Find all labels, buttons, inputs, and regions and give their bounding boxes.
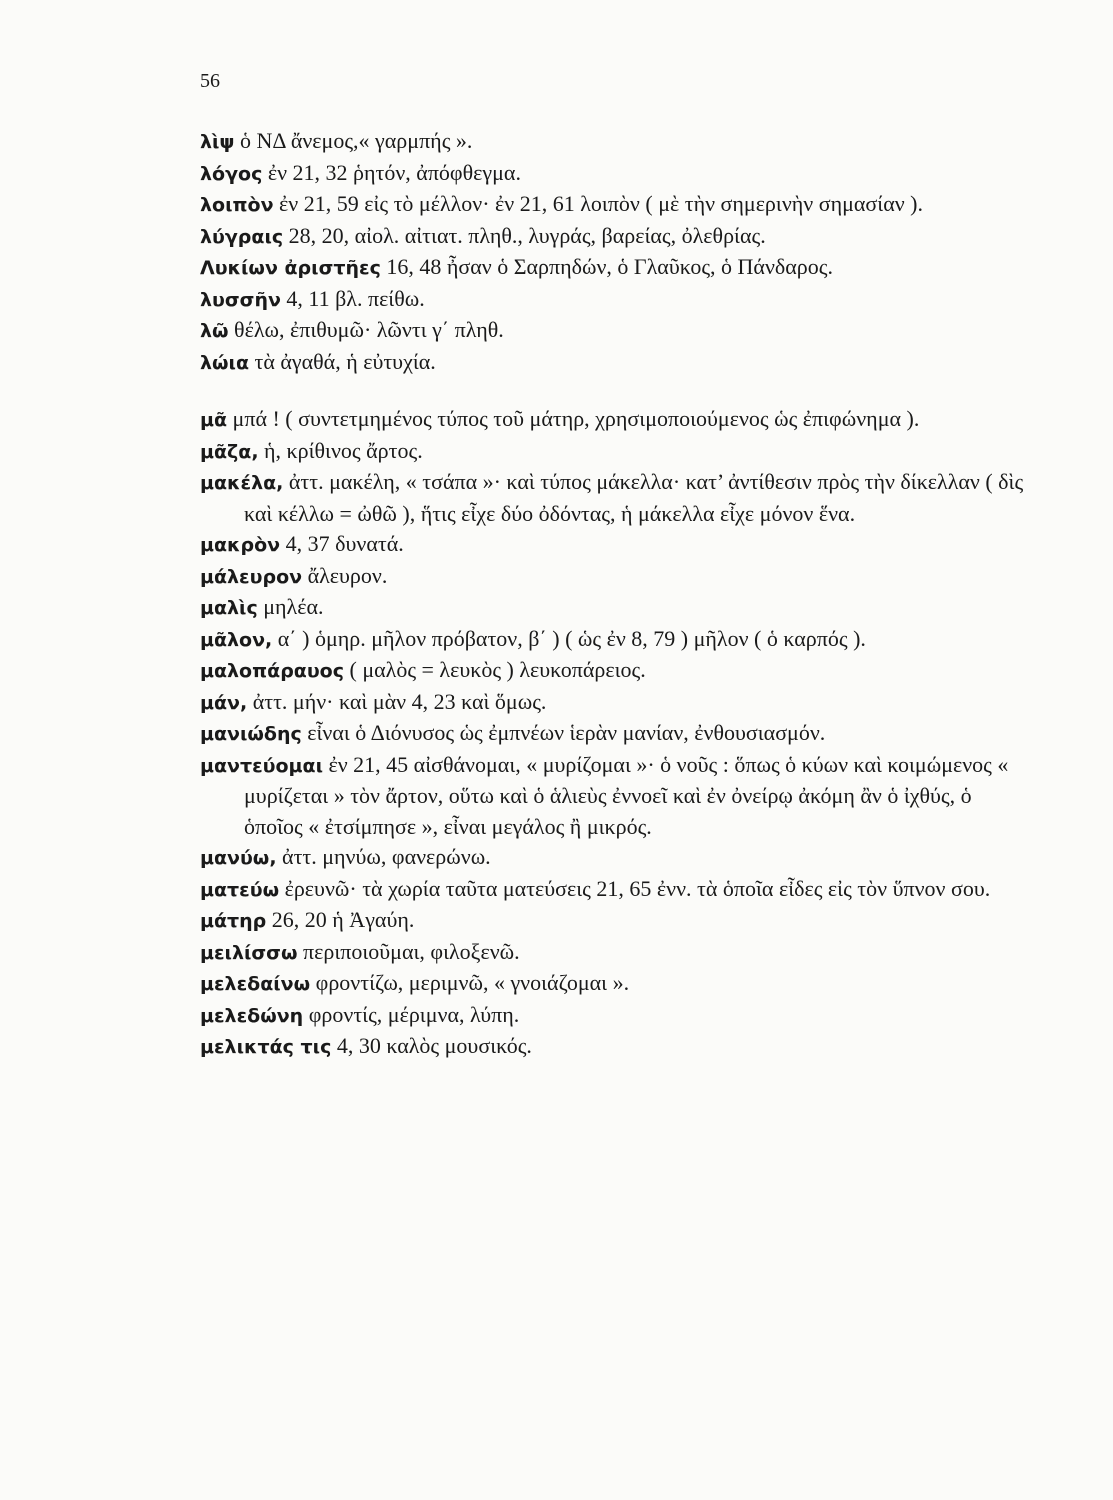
glossary-entry bbox=[200, 968, 1030, 1000]
glossary-entry bbox=[200, 624, 1030, 656]
glossary-entry bbox=[200, 529, 1030, 561]
glossary-entry bbox=[200, 436, 1030, 468]
glossary-entry bbox=[200, 687, 1030, 719]
headword: μᾶζα, bbox=[200, 440, 259, 463]
definition: 28, 20, αἰολ. αἰτιατ. πληθ., λυγράς, βαρείας, ὀλεθρίας. bbox=[283, 222, 766, 248]
headword: μανύω, bbox=[200, 847, 277, 869]
headword: μᾶλον, bbox=[200, 628, 273, 651]
glossary-entry bbox=[200, 750, 1030, 843]
headword: μελεδώνη bbox=[200, 1004, 304, 1027]
headword: λόγος bbox=[200, 162, 263, 185]
glossary-entries bbox=[200, 126, 1030, 1063]
headword: μειλίσσω bbox=[200, 941, 298, 964]
headword: ματεύω bbox=[200, 878, 280, 901]
definition: ἐν 21, 59 εἰς τὸ μέλλον· ἐν 21, 61 λοιπὸν ( μὲ τὴν σημερινὴν σημασίαν ). bbox=[273, 191, 923, 216]
glossary-entry bbox=[200, 126, 1030, 158]
glossary-entry bbox=[200, 905, 1030, 937]
headword: μαντεύομαι bbox=[200, 754, 323, 777]
headword: μελεδαίνω bbox=[200, 973, 311, 995]
headword: λὶψ bbox=[200, 131, 235, 153]
glossary-entry bbox=[200, 842, 1030, 874]
definition: ἐν 21, 45 αἰσθάνομαι, « μυρίζομαι »· ὁ νοῦς : ὅπως ὁ κύων καὶ κοιμώμενος « μυρίζεται » τὸν ἄρτον, οὕτω καὶ ὁ ἁλιεὺς ἐννοεῖ καὶ ἐν ὀνείρῳ ἀκόμη ἂν ὁ ἰχθύς, ὁ ὁποῖος « ἐτσίμπησε », εἶναι μεγάλος ἢ μικρός. bbox=[244, 751, 1009, 839]
glossary-entry bbox=[200, 315, 1030, 347]
headword: μαλὶς bbox=[200, 597, 258, 619]
headword: μᾶ bbox=[200, 409, 228, 431]
headword: μελικτάς τις bbox=[200, 1036, 332, 1058]
headword: λῶ bbox=[200, 320, 229, 342]
definition: ἡ, κρίθινος ἄρτος. bbox=[258, 437, 423, 463]
glossary-entry bbox=[200, 1000, 1030, 1032]
glossary-entry bbox=[200, 937, 1030, 969]
page-number: 56 bbox=[200, 70, 220, 92]
glossary-entry bbox=[200, 1031, 1030, 1063]
glossary-entry bbox=[200, 874, 1030, 906]
definition: ( μαλὸς = λευκὸς ) λευκοπάρειος. bbox=[344, 657, 646, 682]
definition: μπά ! ( συντετμημένος τύπος τοῦ μάτηρ, χρησιμοποιούμενος ὡς ἐπιφώνημα ). bbox=[227, 406, 920, 431]
glossary-entry bbox=[200, 252, 1030, 284]
definition: μηλέα. bbox=[257, 594, 324, 619]
headword: μαλοπάραυος bbox=[200, 660, 344, 682]
glossary-entry bbox=[200, 404, 1030, 436]
definition: 4, 37 δυνατά. bbox=[280, 531, 404, 556]
definition: ἐρευνῶ· τὰ χωρία ταῦτα ματεύσεις 21, 65 ἐνν. τὰ ὁποῖα εἶδες εἰς τὸν ὕπνον σου. bbox=[279, 875, 991, 901]
definition: ἀττ. μήν· καὶ μὰν 4, 23 καὶ ὅμως. bbox=[247, 688, 547, 714]
headword: μάλευρον bbox=[200, 565, 303, 588]
glossary-entry bbox=[200, 467, 1030, 529]
definition: ἀττ. μακέλη, « τσάπα »· καὶ τύπος μάκελλα· κατ’ ἀντίθεσιν πρὸς τὴν δίκελλαν ( δὶς καὶ κέλλω = ὠθῶ ), ἥτις εἶχε δύο ὀδόντας, ἡ μάκελλα εἶχε μόνον ἕνα. bbox=[244, 469, 1024, 526]
headword: μακρὸν bbox=[200, 534, 281, 556]
headword: μανιώδης bbox=[200, 723, 302, 745]
glossary-entry bbox=[200, 655, 1030, 687]
definition: 4, 11 βλ. πείθω. bbox=[280, 285, 425, 311]
definition: ὁ ΝΔ ἄνεμος,« γαρμπής ». bbox=[234, 128, 473, 153]
glossary-entry bbox=[200, 158, 1030, 190]
glossary-entry bbox=[200, 561, 1030, 593]
definition: ἀττ. μηνύω, φανερώνω. bbox=[276, 844, 491, 869]
definition: τὰ ἀγαθά, ἡ εὐτυχία. bbox=[249, 348, 436, 374]
headword: μάν, bbox=[200, 691, 248, 714]
definition: εἶναι ὁ Διόνυσος ὡς ἐμπνέων ἱερὰν μανίαν, ἐνθουσιασμόν. bbox=[301, 720, 826, 745]
headword: μακέλα, bbox=[200, 472, 284, 494]
definition: α΄ ) ὁμηρ. μῆλον πρόβατον, β΄ ) ( ὡς ἐν 8, 79 ) μῆλον ( ὁ καρπός ). bbox=[272, 625, 866, 651]
definition: φροντίς, μέριμνα, λύπη. bbox=[303, 1001, 520, 1027]
glossary-entry bbox=[200, 189, 1030, 221]
definition: θέλω, ἐπιθυμῶ· λῶντι γ΄ πληθ. bbox=[228, 317, 504, 342]
definition: ἐν 21, 32 ῥητόν, ἀπόφθεγμα. bbox=[262, 159, 521, 185]
headword: λυσσῆν bbox=[200, 288, 281, 311]
headword: μάτηρ bbox=[200, 910, 267, 932]
definition: περιποιοῦμαι, φιλοξενῶ. bbox=[297, 938, 520, 964]
headword: λώια bbox=[200, 351, 249, 374]
headword: Λυκίων ἀριστῆες bbox=[200, 257, 381, 279]
definition: 16, 48 ἦσαν ὁ Σαρπηδών, ὁ Γλαῦκος, ὁ Πάνδαρος. bbox=[380, 254, 833, 279]
glossary-entry bbox=[200, 347, 1030, 379]
definition: 4, 30 καλὸς μουσικός. bbox=[331, 1033, 532, 1058]
definition: φροντίζω, μεριμνῶ, « γνοιάζομαι ». bbox=[310, 970, 630, 995]
headword: λύγραις bbox=[200, 225, 284, 248]
glossary-entry bbox=[200, 718, 1030, 750]
glossary-entry bbox=[200, 284, 1030, 316]
glossary-entry bbox=[200, 221, 1030, 253]
definition: 26, 20 ἡ Ἀγαύη. bbox=[266, 907, 415, 932]
definition: ἄλευρον. bbox=[302, 562, 388, 588]
glossary-entry bbox=[200, 592, 1030, 624]
headword: λοιπὸν bbox=[200, 194, 274, 216]
